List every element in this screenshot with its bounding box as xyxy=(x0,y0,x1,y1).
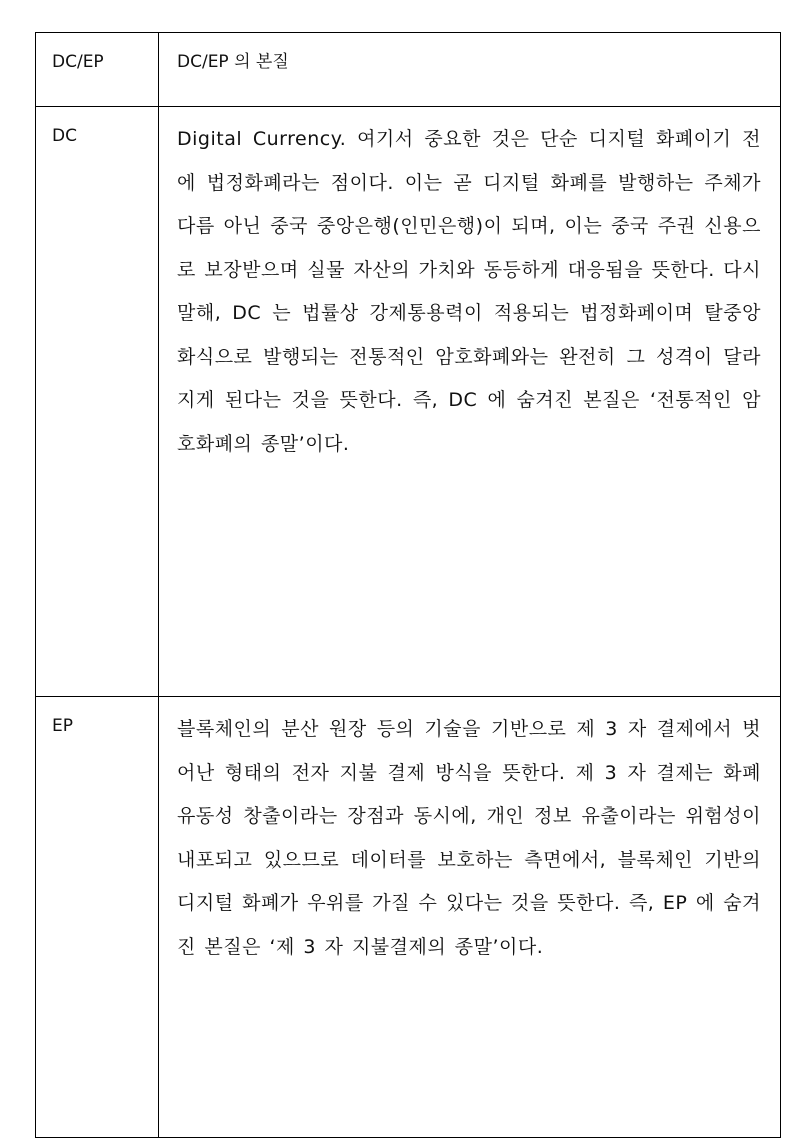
term-label-dc: DC xyxy=(52,126,77,146)
header-term-label: DC/EP xyxy=(52,52,104,72)
header-cell-term xyxy=(36,33,159,107)
essence-table xyxy=(35,32,781,1138)
term-cell-dc xyxy=(36,107,159,697)
table-header-row xyxy=(36,33,781,107)
table-row-dc xyxy=(36,107,781,697)
term-label-ep: EP xyxy=(52,716,73,736)
header-cell-essence xyxy=(159,33,781,107)
header-essence-label: DC/EP 의 본질 xyxy=(177,52,289,72)
description-text-ep: 블록체인의 분산 원장 등의 기술을 기반으로 제 3 자 결제에서 벗어난 형태의 전자 지불 결제 방식을 뜻한다. 제 3 자 결제는 화폐 유동성 창출이라는 장점과 동시에, 개인 정보 유출이라는 위험성이 내포되고 있으므로 데이터를 보호하는 측면에서, 블록체인 기반의 디지털 화폐가 우위를 가질 수 있다는 것을 뜻한다. 즉, EP 에 숨겨진 본질은 ‘제 3 자 지불결제의 종말’이다. xyxy=(177,718,761,958)
term-cell-ep xyxy=(36,697,159,1138)
description-cell-dc xyxy=(159,107,781,697)
description-text-dc: Digital Currency. 여기서 중요한 것은 단순 디지털 화폐이기 전에 법정화폐라는 점이다. 이는 곧 디지털 화폐를 발행하는 주체가 다름 아닌 중국 중앙은행(인민은행)이 되며, 이는 중국 주권 신용으로 보장받으며 실물 자산의 가치와 동등하게 대응됨을 뜻한다. 다시 말해, DC 는 법률상 강제통용력이 적용되는 법정화페이며 탈중앙화식으로 발행되는 전통적인 암호화폐와는 완전히 그 성격이 달라지게 된다는 것을 뜻한다. 즉, DC 에 숨겨진 본질은 ‘전통적인 암호화폐의 종말’이다. xyxy=(177,128,761,455)
table-row-ep xyxy=(36,697,781,1138)
description-cell-ep xyxy=(159,697,781,1138)
